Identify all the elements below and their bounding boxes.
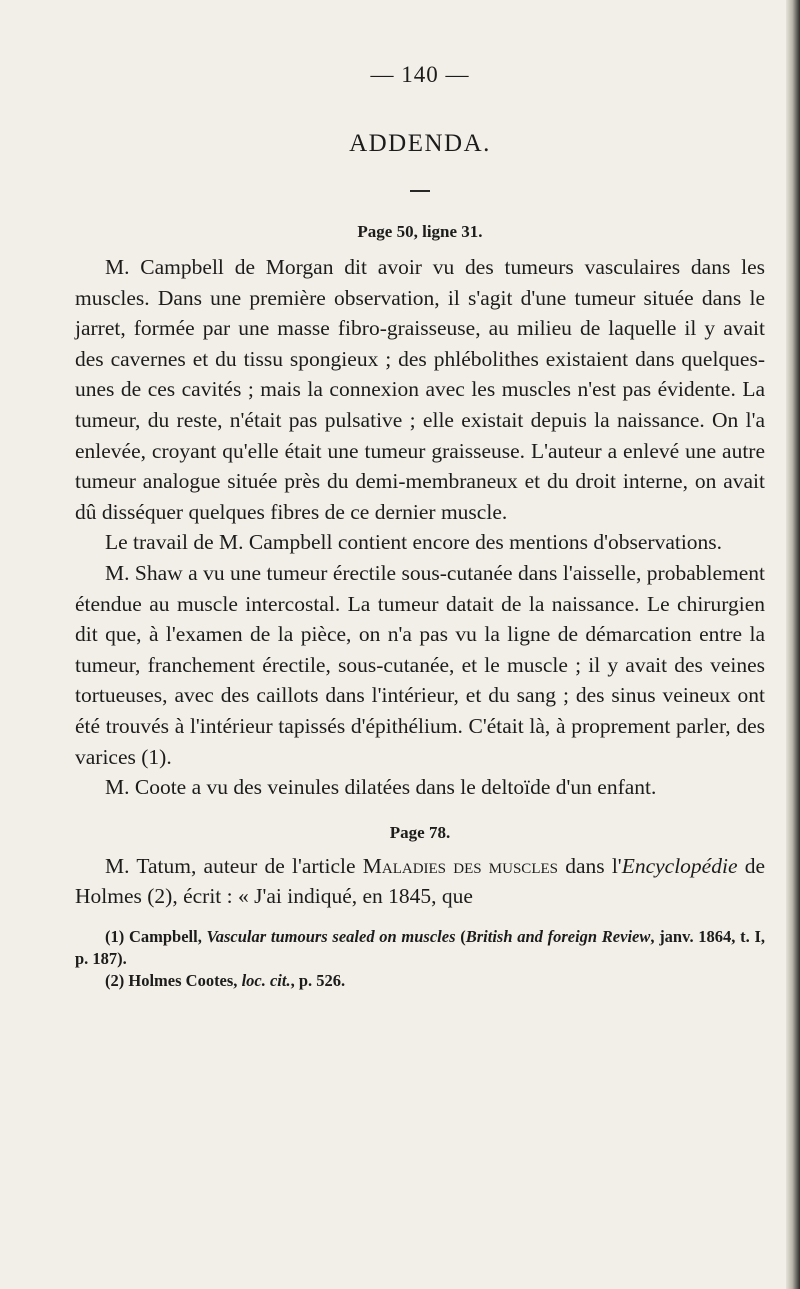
paragraph-coote: M. Coote a vu des veinules dilatées dans le deltoïde d'un enfant. (105, 775, 657, 800)
tatum-text-start: M. Tatum, auteur de l'article (105, 853, 363, 878)
paragraph-shaw: M. Shaw a vu une tumeur érectile sous-cutanée dans l'aisselle, probablement étendue au muscle intercostal. La tumeur datait de la naissance. Le chirurgien dit que, à l'examen de la pièce, on n'a pas vu la ligne de démarcation entre la tumeur, franchement érectile, sous-cutanée, et le muscle ; il y avait des veines tortueuses, avec des caillots dans l'intérieur, et du sang ; des sinus veineux ont été trouvés à l'intérieur tapissés d'épithélium. C'était là, à proprement parler, des varices (1). (75, 560, 765, 769)
footnote-2-prefix: (2) Holmes Cootes, (105, 970, 242, 990)
encyclopedia-title: Encyclopédie (621, 853, 738, 878)
footnote-2-italic: loc. cit. (241, 970, 291, 990)
footnote-1 (75, 926, 765, 970)
page-reference-1: Page 50, ligne 31. (357, 222, 483, 241)
paragraph-tatum (75, 851, 765, 912)
heading-rule (410, 190, 430, 192)
tatum-text-middle: dans l' (557, 853, 622, 878)
footnote-2 (75, 970, 765, 992)
page-number: — 140 — (370, 62, 470, 87)
tatum-text-end: de Holmes (2), écrit : « J'ai indiqué, en 1845, que (75, 853, 765, 909)
footnote-2-suffix: , p. 526. (290, 970, 346, 990)
footnotes (75, 926, 765, 992)
footnote-1-suffix: , janv. 1864, t. I, p. 187). (75, 926, 765, 968)
page-reference-2: Page 78. (389, 822, 451, 842)
article-title: Maladies des muscles (362, 853, 558, 878)
footnote-1-prefix: (1) Campbell, (105, 926, 207, 946)
footnote-1-title: Vascular tumours sealed on muscles (206, 926, 456, 946)
book-page (75, 62, 765, 992)
footnote-1-paren: ( (455, 926, 466, 946)
paragraph-observations: Le travail de M. Campbell contient encore des mentions d'observations. (105, 530, 723, 555)
paragraph-campbell: M. Campbell de Morgan dit avoir vu des tumeurs vasculaires dans les muscles. Dans une première observation, il s'agit d'une tumeur située dans le jarret, formée par une masse fibro-graisseuse, au milieu de laquelle il y avait des cavernes et du tissu spongieux ; des phlébolithes existaient dans quelques-unes de ces cavités ; mais la connexion avec les muscles n'est pas évidente. La tumeur, du reste, n'était pas pulsative ; elle existait depuis la naissance. On l'a enlevée, croyant qu'elle était une tumeur graisseuse. L'auteur a enlevé une autre tumeur analogue située près du demi-membraneux et du droit interne, on avait dû disséquer quelques fibres de ce dernier muscle. (75, 255, 765, 524)
section-heading: ADDENDA. (349, 130, 491, 157)
page-edge-shadow (786, 0, 800, 1289)
footnote-1-journal: British and foreign Review (465, 926, 651, 946)
